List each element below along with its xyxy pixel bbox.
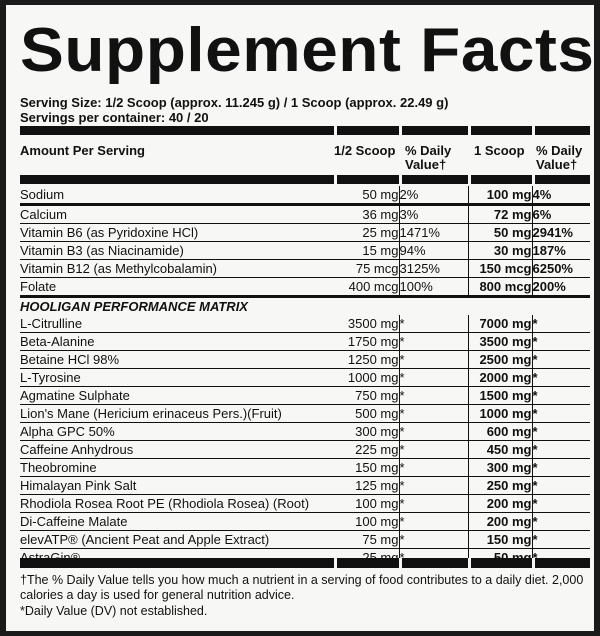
nutrient-name: Vitamin B6 (as Pyridoxine HCl) (20, 225, 199, 240)
half-scoop-dv: 1471% (399, 224, 468, 242)
column-gap (532, 126, 535, 135)
table-row-sodium (20, 186, 590, 205)
half-scoop-amount: 400 mcg (334, 278, 399, 297)
one-scoop-dv: 2941% (532, 225, 573, 240)
half-scoop-dv: * (399, 423, 468, 441)
column-gap (468, 175, 471, 184)
one-scoop-dv: * (532, 460, 538, 475)
half-scoop-dv: 94% (399, 242, 468, 260)
table-row (20, 242, 590, 260)
ingredient-name: elevATP® (Ancient Peat and Apple Extract) (20, 532, 270, 547)
one-scoop-amount: 250 mg (468, 477, 532, 495)
footnote-dv-not-established: *Daily Value (DV) not established. (20, 604, 208, 618)
half-scoop-amount: 75 mg (334, 531, 399, 549)
header-pct-dv-1a: % Daily (405, 143, 452, 158)
ingredient-name: Agmatine Sulphate (20, 388, 130, 403)
column-gap (468, 558, 471, 568)
table-row (20, 333, 590, 351)
page-title: Supplement Facts (20, 16, 595, 85)
bottom-rule (20, 558, 590, 568)
facts-table (20, 186, 590, 566)
table-row (20, 224, 590, 242)
matrix-title: HOOLIGAN PERFORMANCE MATRIX (20, 299, 248, 314)
one-scoop-dv: * (532, 316, 538, 331)
half-scoop-amount: 100 mg (334, 495, 399, 513)
table-row (20, 405, 590, 423)
one-scoop-amount: 600 mg (468, 423, 532, 441)
one-scoop-amount: 150 mg (468, 531, 532, 549)
table-row (20, 260, 590, 278)
ingredient-name: L-Citrulline (20, 316, 83, 331)
header-pct-dv-2b: Value† (536, 157, 578, 172)
half-scoop-amount: 225 mg (334, 441, 399, 459)
one-scoop-amount: 3500 mg (468, 333, 532, 351)
one-scoop-amount: 100 mg (468, 186, 532, 205)
column-gap (468, 126, 471, 135)
one-scoop-dv: * (532, 442, 538, 457)
one-scoop-amount: 800 mcg (468, 278, 532, 297)
ingredient-name: Rhodiola Rosea Root PE (Rhodiola Rosea) (Root) (20, 496, 310, 511)
table-row (20, 351, 590, 369)
ingredient-name: Lion's Mane (Hericium erinaceus Pers.)(Fruit) (20, 406, 282, 421)
one-scoop-dv: * (532, 388, 538, 403)
top-rule (20, 126, 590, 135)
half-scoop-amount: 750 mg (334, 387, 399, 405)
nutrient-name: Calcium (20, 207, 67, 222)
half-scoop-amount: 1750 mg (334, 333, 399, 351)
nutrient-name: Sodium (20, 187, 65, 202)
half-scoop-amount: 300 mg (334, 423, 399, 441)
half-scoop-dv: * (399, 495, 468, 513)
half-scoop-dv: * (399, 531, 468, 549)
one-scoop-dv: 6% (532, 207, 552, 222)
column-gap (334, 175, 337, 184)
header-one-scoop: 1 Scoop (474, 143, 525, 158)
matrix-title-row (20, 297, 590, 316)
half-scoop-amount: 500 mg (334, 405, 399, 423)
one-scoop-amount: 7000 mg (468, 315, 532, 333)
one-scoop-amount: 2000 mg (468, 369, 532, 387)
half-scoop-amount: 100 mg (334, 513, 399, 531)
table-row (20, 513, 590, 531)
one-scoop-dv: * (532, 334, 538, 349)
header-pct-dv-1b: Value† (405, 157, 447, 172)
half-scoop-dv: * (399, 513, 468, 531)
column-gap (399, 175, 402, 184)
one-scoop-dv: * (532, 478, 538, 493)
half-scoop-dv: * (399, 315, 468, 333)
one-scoop-dv: 200% (532, 279, 566, 294)
table-row (20, 459, 590, 477)
table-row (20, 278, 590, 297)
table-row (20, 441, 590, 459)
column-gap (399, 126, 402, 135)
half-scoop-dv: * (399, 459, 468, 477)
one-scoop-amount: 200 mg (468, 513, 532, 531)
one-scoop-amount: 1500 mg (468, 387, 532, 405)
one-scoop-dv: * (532, 532, 538, 547)
one-scoop-amount: 450 mg (468, 441, 532, 459)
table-row (20, 369, 590, 387)
ingredient-name: Alpha GPC 50% (20, 424, 115, 439)
table-row (20, 387, 590, 405)
one-scoop-amount: 200 mg (468, 495, 532, 513)
header-pct-dv-2a: % Daily (536, 143, 583, 158)
half-scoop-dv: 3% (399, 205, 468, 224)
half-scoop-dv: * (399, 351, 468, 369)
ingredient-name: Theobromine (20, 460, 97, 475)
half-scoop-dv: * (399, 405, 468, 423)
serving-size: Serving Size: 1/2 Scoop (approx. 11.245 g) / 1 Scoop (approx. 22.49 g) (20, 95, 449, 110)
half-scoop-dv: 3125% (399, 260, 468, 278)
column-gap (532, 175, 535, 184)
one-scoop-dv: * (532, 352, 538, 367)
half-scoop-dv: * (399, 477, 468, 495)
column-gap (334, 126, 337, 135)
one-scoop-amount: 150 mcg (468, 260, 532, 278)
half-scoop-dv: * (399, 369, 468, 387)
one-scoop-dv: * (532, 496, 538, 511)
half-scoop-amount: 25 mg (334, 224, 399, 242)
half-scoop-dv: * (399, 387, 468, 405)
table-row (20, 477, 590, 495)
half-scoop-amount: 1250 mg (334, 351, 399, 369)
half-scoop-amount: 36 mg (334, 205, 399, 224)
half-scoop-amount: 150 mg (334, 459, 399, 477)
column-gap (399, 558, 402, 568)
one-scoop-amount: 30 mg (468, 242, 532, 260)
table-row (20, 495, 590, 513)
one-scoop-dv: * (532, 406, 538, 421)
half-scoop-amount: 15 mg (334, 242, 399, 260)
half-scoop-dv: 2% (399, 186, 468, 205)
half-scoop-dv: * (399, 333, 468, 351)
half-scoop-dv: 100% (399, 278, 468, 297)
column-gap (334, 558, 337, 568)
ingredient-name: L-Tyrosine (20, 370, 81, 385)
one-scoop-amount: 300 mg (468, 459, 532, 477)
table-row (20, 531, 590, 549)
half-scoop-amount: 125 mg (334, 477, 399, 495)
nutrient-name: Vitamin B3 (as Niacinamide) (20, 243, 184, 258)
half-scoop-amount: 3500 mg (334, 315, 399, 333)
header-rule (20, 175, 590, 184)
table-row (20, 205, 590, 224)
ingredient-name: Betaine HCl 98% (20, 352, 119, 367)
half-scoop-dv: * (399, 441, 468, 459)
servings-per-container: Servings per container: 40 / 20 (20, 110, 209, 125)
ingredient-name: Beta-Alanine (20, 334, 95, 349)
ingredient-name: Himalayan Pink Salt (20, 478, 137, 493)
one-scoop-dv: 6250% (532, 261, 573, 276)
table-row (20, 423, 590, 441)
half-scoop-amount: 75 mcg (334, 260, 399, 278)
ingredient-name: Di-Caffeine Malate (20, 514, 128, 529)
one-scoop-amount: 50 mg (468, 224, 532, 242)
one-scoop-dv: * (532, 514, 538, 529)
half-scoop-amount: 1000 mg (334, 369, 399, 387)
one-scoop-dv: 4% (532, 187, 552, 202)
column-gap (532, 558, 535, 568)
header-half-scoop: 1/2 Scoop (334, 143, 396, 158)
one-scoop-dv: * (532, 424, 538, 439)
supplement-facts-panel (6, 5, 594, 631)
half-scoop-amount: 50 mg (334, 186, 399, 205)
one-scoop-dv: 187% (532, 243, 566, 258)
ingredient-name: Caffeine Anhydrous (20, 442, 134, 457)
one-scoop-amount: 2500 mg (468, 351, 532, 369)
nutrient-name: Vitamin B12 (as Methylcobalamin) (20, 261, 218, 276)
table-row (20, 315, 590, 333)
one-scoop-amount: 1000 mg (468, 405, 532, 423)
footnote-daily-value: †The % Daily Value tells you how much a nutrient in a serving of food contributes to a daily diet. 2,000 calories a day is used for general nutrition advice. (20, 573, 584, 602)
nutrient-name: Folate (20, 279, 57, 294)
one-scoop-amount: 72 mg (468, 205, 532, 224)
header-amount-per-serving: Amount Per Serving (20, 143, 145, 158)
one-scoop-dv: * (532, 370, 538, 385)
